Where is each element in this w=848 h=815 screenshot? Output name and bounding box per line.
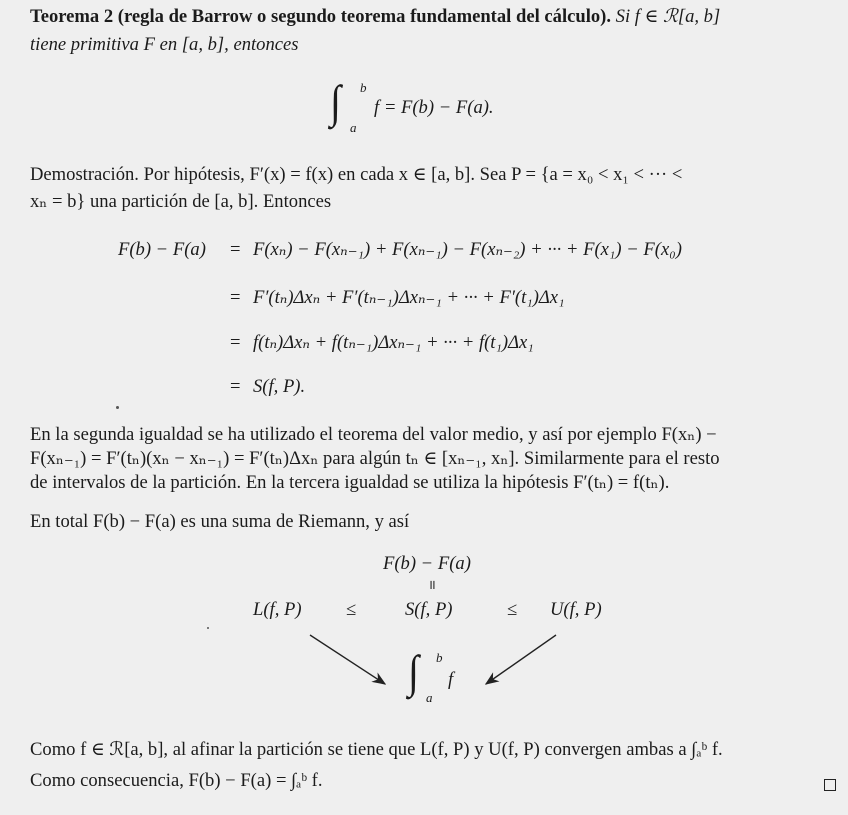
diagram-lower-sum: L(f, P): [253, 599, 302, 620]
chain-row-3: f(tₙ)Δxₙ + f(tₙ₋₁)Δxₙ₋₁ + ··· + f(t₁)Δx₁: [253, 332, 534, 353]
chain-eq-4: =: [230, 376, 241, 397]
theorem-hypothesis-2: tiene primitiva F en [a, b], entonces: [30, 34, 299, 55]
chain-lhs: F(b) − F(a): [118, 239, 206, 260]
chain-row-1: F(xₙ) − F(xₙ₋₁) + F(xₙ₋₁) − F(xₙ₋₂) + ··· + F(x₁) − F(x₀): [253, 239, 682, 260]
para2-line-2: F(xₙ₋₁) = F′(tₙ)(xₙ − xₙ₋₁) = F′(tₙ)Δxₙ para algún tₙ ∈ [xₙ₋₁, xₙ]. Similarmente para el resto: [30, 448, 720, 469]
diagram-integral: [408, 645, 488, 710]
diagram-upper-sum: U(f, P): [550, 599, 602, 620]
diagram-riemann-sum: S(f, P): [405, 599, 453, 620]
chain-eq-1: =: [230, 239, 241, 260]
speck: [207, 627, 209, 629]
chain-eq-2: =: [230, 287, 241, 308]
diagram-vertical-equals: ॥: [428, 577, 436, 592]
conclusion-line-2: Como consecuencia, F(b) − F(a) = ∫ₐᵇ f.: [30, 770, 323, 791]
conclusion-line-1: Como f ∈ ℛ[a, b], al afinar la partición se tiene que L(f, P) y U(f, P) convergen ambas a ∫ₐᵇ f.: [30, 739, 723, 760]
integral-upper-limit: b: [360, 80, 367, 95]
diagram-integral-upper: b: [436, 650, 443, 665]
para2-line-3: de intervalos de la partición. En la tercera igualdad se utiliza la hipótesis F′(tₙ) = f(tₙ).: [30, 472, 670, 493]
diagram-integral-sign: ∫: [408, 645, 419, 698]
diagram-integral-lower: a: [426, 690, 433, 705]
theorem-hypothesis-1: Si f ∈ ℛ[a, b]: [615, 6, 721, 27]
display-formula-rhs: f = F(b) − F(a).: [374, 97, 494, 118]
diagram-leq-2: ≤: [507, 599, 518, 620]
chain-row-4: S(f, P).: [253, 376, 306, 397]
proof-line-2: xₙ = b} una partición de [a, b]. Entonces: [30, 191, 332, 212]
proof-line-1: Demostración. Por hipótesis, F′(x) = f(x) en cada x ∈ [a, b]. Sea P = {a = x₀ < x₁ < ··· <: [30, 164, 683, 185]
chain-eq-3: =: [230, 332, 241, 353]
diagram-top: F(b) − F(a): [383, 553, 471, 574]
arrow-left: [310, 635, 385, 684]
para2-line-1: En la segunda igualdad se ha utilizado el teorema del valor medio, y así por ejemplo F(xₙ) −: [30, 424, 717, 445]
qed-square-icon: [824, 779, 836, 791]
para3: En total F(b) − F(a) es una suma de Riemann, y así: [30, 511, 410, 532]
integral-lower-limit: a: [350, 120, 357, 135]
integral-sign: ∫: [330, 75, 341, 128]
arrow-right: [486, 635, 556, 684]
chain-row-2: F′(tₙ)Δxₙ + F′(tₙ₋₁)Δxₙ₋₁ + ··· + F′(t₁)Δx₁: [253, 287, 565, 308]
diagram-leq-1: ≤: [346, 599, 357, 620]
diagram-integrand: f: [448, 669, 454, 690]
theorem-heading: Teorema 2 (regla de Barrow o segundo teorema fundamental del cálculo).: [30, 6, 612, 27]
